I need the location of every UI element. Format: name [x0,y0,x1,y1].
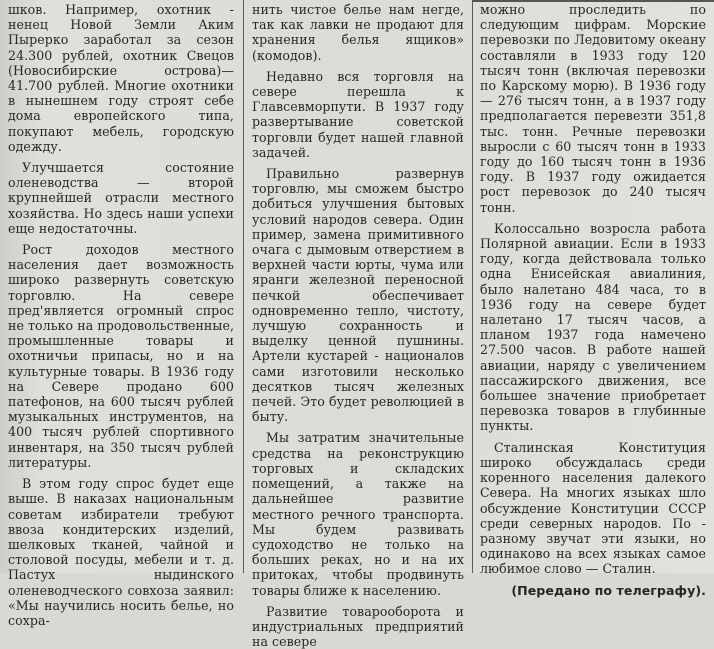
paragraph: Развитие товарооборота и индустриальных предприятий на севере [252,603,464,649]
column-divider [472,0,473,573]
paragraph: Улучшается состояние оленеводства — второй крупнейшей отрасли местного хозяйства. Но здесь наши успехи еще недостаточны. [8,160,234,236]
paragraph: Рост доходов местного населения дает возможность широко развернуть советскую торговлю. На севере пред'является огромный спрос не только на продовольственные, промышленные товары и охотничьи припасы, но и на культурные товары. В 1936 году на Севере продано 600 патефонов, на 600 тысяч рублей музыкальных инструментов, на 400 тысяч рублей спортивного инвентаря, на 350 тысяч рублей литературы. [8,242,234,470]
paragraph: можно проследить по следующим цифрам. Морские перевозки по Ледовитому океану составляли в 1933 году 120 тысяч тонн (включая перевозки по Карскому морю). В 1936 году — 276 тысяч тонн, а в 1937 году предполагается перевезти 351,8 тыс. тонн. Речные перевозки выросли с 60 тысяч тонн в 1933 году до 160 тысяч тонн в 1936 году. В 1937 году ожидается рост перевозок до 240 тысяч тонн. [480,2,706,215]
paragraph: Правильно развернув торговлю, мы сможем быстро добиться улучшения бытовых условий народов севера. Один пример, замена примитивного очага с дымовым отверстием в верхней части юрты, чума или яранги железной переносной печкой обеспечивает одновременно тепло, чистоту, лучшую сохранность и выделку ценной пушнины. Артели кустарей - националов сами изготовили несколько десятков тысяч железных печей. Это будет революцией в быту. [252,166,464,425]
column-1 [8,0,234,628]
paragraph: шков. Например, охотник - ненец Новой Земли Аким Пырерко заработал за сезон 24.300 рублей, охотник Свецов (Новосибирские острова)—41.700 рублей. Многие охотники в нынешнем году строят себе дома европейского типа, покупают мебель, городскую одежду. [8,2,234,154]
column-2 [252,0,464,649]
dispatch-note: (Передано по телеграфу). [511,582,706,598]
column-divider [243,0,244,573]
paragraph: Колоссально возросла работа Полярной авиации. Если в 1933 году, когда действовала только одна Енисейская авиалиния, было налетано 484 часа, то в 1936 году на севере будет налетано 17 тысяч часов, а планом 1937 года намечено 27.500 часов. В работе нашей авиации, наряду с увеличением пассажирского движения, все большее значение приобретает перевозка товаров в глубинные пункты. [480,220,706,434]
column-3 [480,0,706,598]
paragraph: В этом году спрос будет еще выше. В наказах национальным советам избиратели требуют ввоза кондитерских изделий, шелковых тканей, чайной и столовой посуды, мебели и т. д. Пастух ныдинского оленеводческого совхоза заявил: «Мы научились носить белье, но сохра- [8,476,234,628]
paragraph: нить чистое белье нам негде, так как лавки не продают для хранения белья ящиков» (комодов). [252,2,464,63]
paragraph: Мы затратим значительные средства на реконструкцию торговых и складских помещений, а также на дальнейшее развитие местного речного транспорта. Мы будем развивать судоходство не только на больших реках, но и на их притоках, чтобы продвинуть товары ближе к населению. [252,430,464,598]
paragraph: Недавно вся торговля на севере перешла к Главсевморпути. В 1937 году развертывание советской торговли будет нашей главной задачей. [252,68,464,160]
paragraph: Сталинская Конституция широко обсуждалась среди коренного населения далекого Севера. На многих языках шло обсуждение Конституции СССР среди северных народов. По - разному звучат эти языки, но одинаково на всех языках самое любимое слово — Сталин. [480,439,706,577]
